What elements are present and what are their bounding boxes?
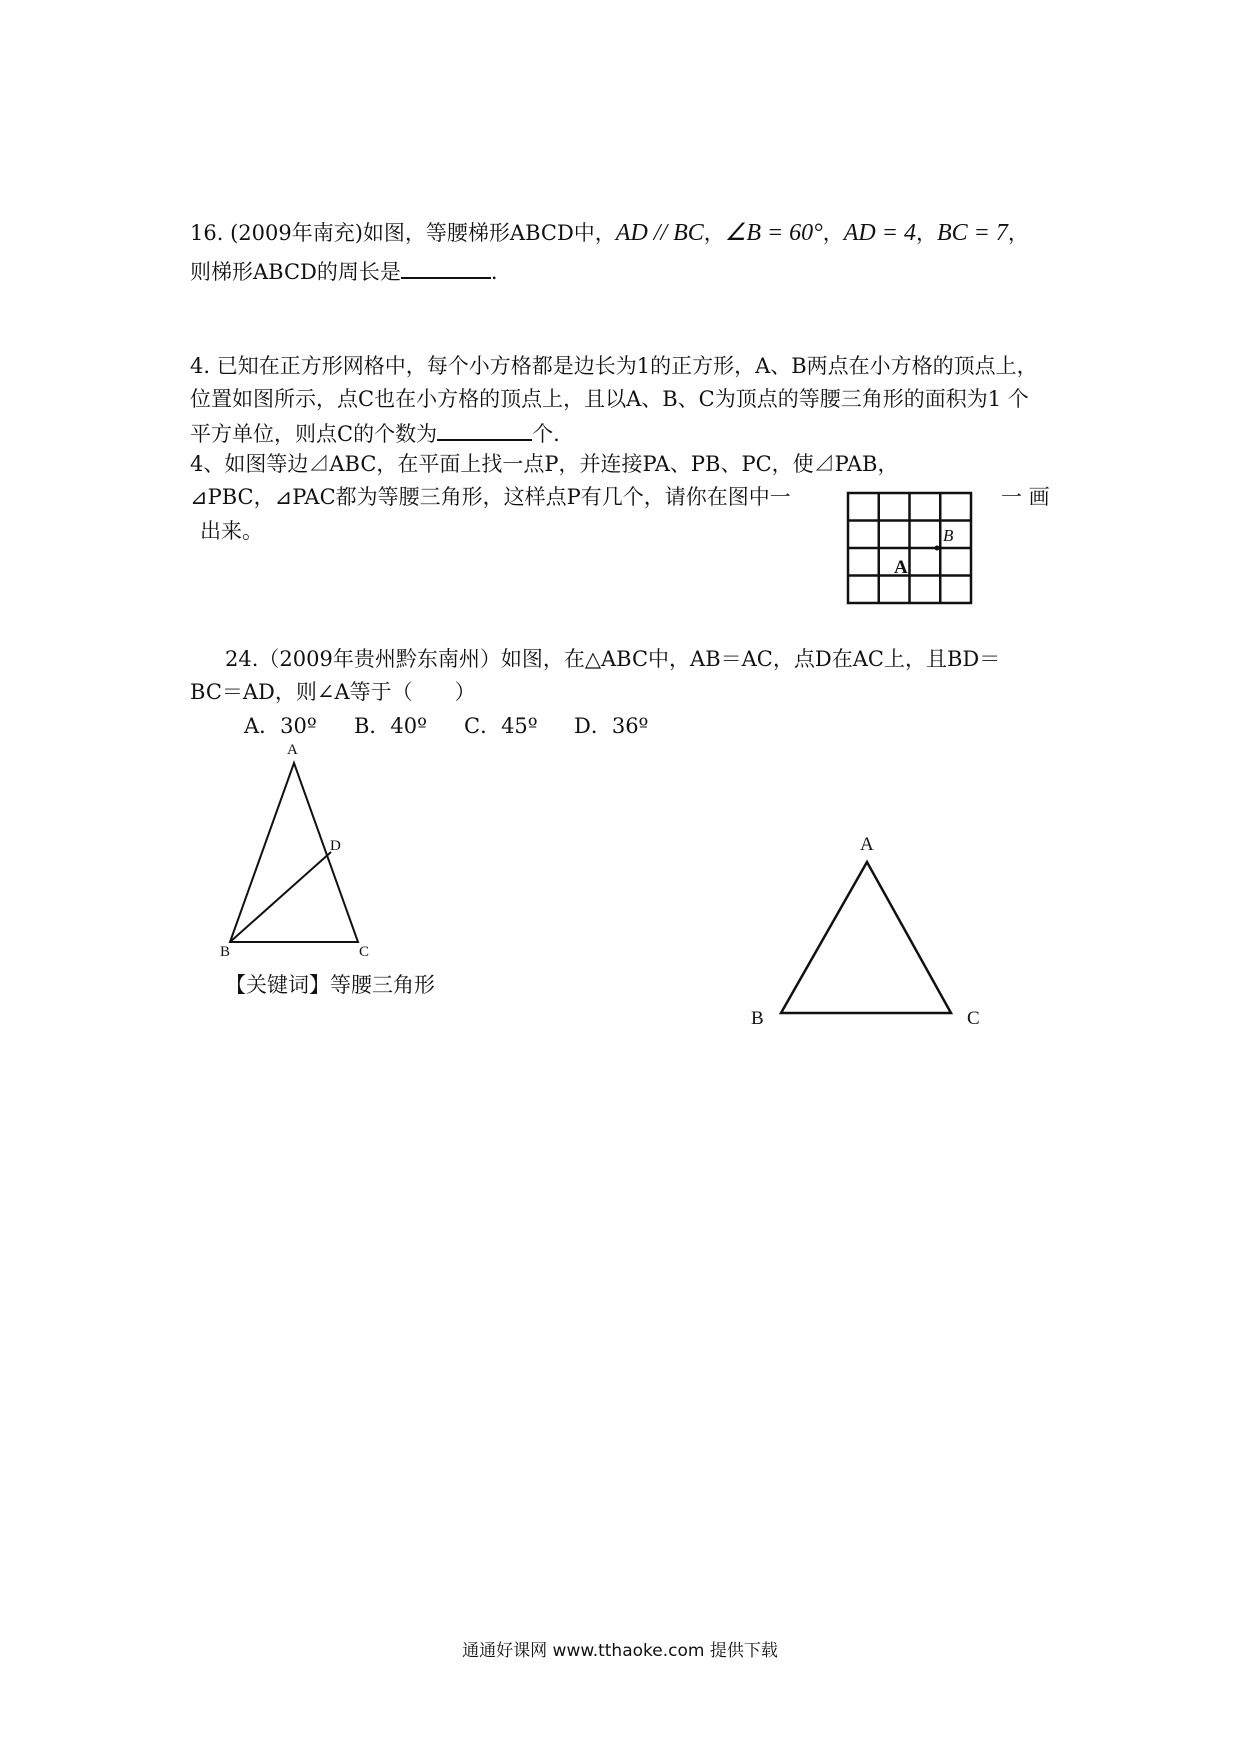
q24-option-c[interactable]: C．45º [464, 714, 538, 738]
equilateral-label-a: A [860, 834, 874, 855]
triangle-abd-label-c: C [359, 944, 370, 960]
q24-option-b[interactable]: B．40º [354, 714, 428, 738]
q4b-line-2-right: 一 画 [1001, 485, 1050, 509]
triangle-abd-label-a: A [287, 742, 298, 758]
q4a-line-1: 4. 已知在正方形网格中，每个小方格都是边长为1的正方形，A、B两点在小方格的顶点上， [190, 354, 1038, 378]
q24-option-a[interactable]: A．30º [244, 714, 317, 738]
grid-point-a-label: A [894, 557, 908, 578]
q4a-line-2: 位置如图所示，点C也在小方格的顶点上，且以A、B、C为顶点的等腰三角形的面积为1 个 [190, 387, 1029, 411]
q16-condition-angle: ∠B = 60° [724, 220, 823, 246]
q16-prefix: 16. (2009年南充)如图，等腰梯形ABCD中， [190, 221, 616, 245]
q24-line-2: BC＝AD，则∠A等于（ ） [190, 680, 476, 704]
equilateral-label-b: B [751, 1008, 764, 1029]
page-footer: 通通好课网 www.tthaoke.com 提供下载 [462, 1641, 778, 1661]
q24-options [244, 711, 648, 741]
q16-answer-blank[interactable] [401, 255, 491, 279]
q4b-line-3: 出来。 [200, 519, 263, 543]
q24-keyword: 【关键词】等腰三角形 [225, 973, 435, 997]
q4b-line-1: 4、如图等边⊿ABC，在平面上找一点P，并连接PA、PB、PC，使⊿PAB， [190, 452, 899, 476]
q16-line-2: 则梯形ABCD的周长是 . [190, 255, 498, 287]
q4a-line-3: 平方单位，则点C的个数为 个. [190, 417, 560, 449]
q16-condition-bc: BC = 7 [936, 220, 1008, 246]
q24-option-d[interactable]: D．36º [574, 714, 649, 738]
triangle-abd-label-b: B [220, 944, 231, 960]
q4a-answer-blank[interactable] [437, 417, 532, 441]
q16-line-1: 16. (2009年南充)如图，等腰梯形ABCD中，AD // BC，∠B = 60°，AD = 4，BC = 7， [190, 220, 1029, 246]
q16-condition-ad: AD = 4 [843, 220, 916, 246]
q16-condition-parallel: AD // BC [615, 220, 704, 246]
grid-point-b-label: B [943, 526, 954, 545]
triangle-abd-label-d: D [330, 838, 341, 854]
q24-line-1: 24.（2009年贵州黔东南州）如图，在△ABC中，AB＝AC，点D在AC上，且BD＝ [225, 647, 1001, 671]
equilateral-label-c: C [967, 1008, 980, 1029]
q4b-line-2: ⊿PBC，⊿PAC都为等腰三角形，这样点P有几个，请你在图中一 [190, 485, 791, 509]
